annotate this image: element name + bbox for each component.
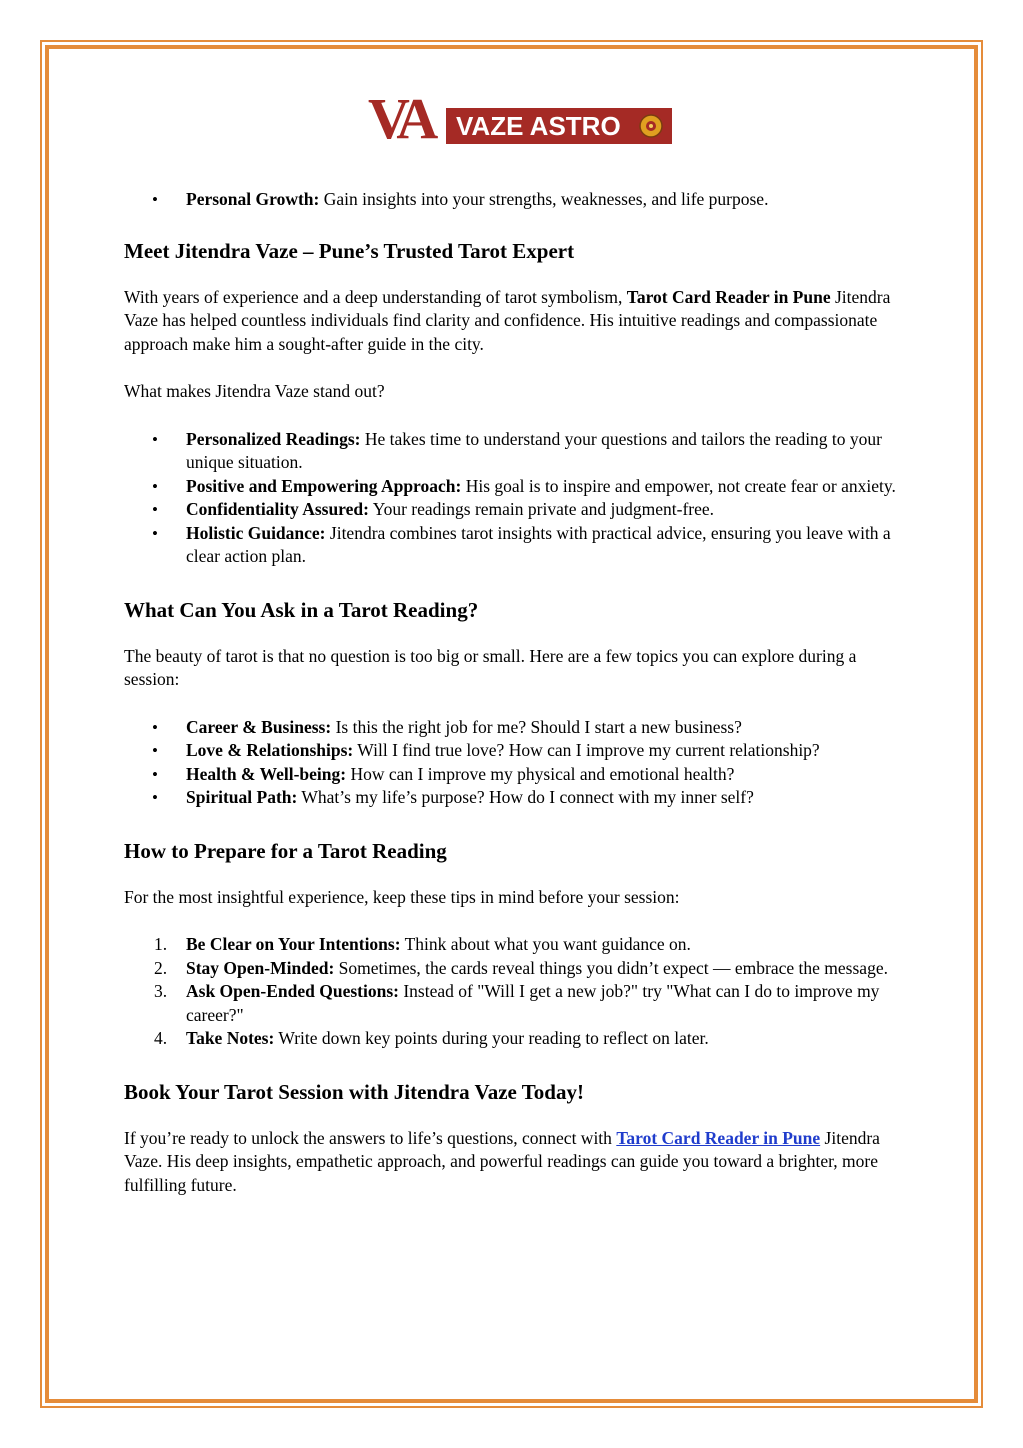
heading-ask: What Can You Ask in a Tarot Reading?: [124, 597, 479, 622]
item-bold: Confidentiality Assured:: [186, 499, 369, 519]
step-number: 2.: [154, 957, 168, 978]
item-bold: Personal Growth:: [186, 189, 320, 209]
meet-paragraph: [124, 286, 904, 357]
logo-name-text: VAZE ASTRO: [456, 111, 621, 141]
ask-paragraph: The beauty of tarot is that no question is too big or small. Here are a few topics you can explore during a session:: [124, 645, 857, 689]
item-text: Gain insights into your strengths, weaknesses, and life purpose.: [319, 189, 769, 209]
item-text: Instead of "Will I get a new job?" try "What can I do to improve my career?": [186, 981, 880, 1025]
list-item: [124, 188, 904, 212]
bullet-icon: •: [152, 741, 158, 760]
item-bold: Personalized Readings:: [186, 428, 361, 449]
step-number: 4.: [154, 1028, 168, 1048]
list-item: [124, 716, 904, 740]
list-item: [124, 1027, 904, 1051]
topics-list: [124, 716, 904, 810]
item-bold: Be Clear on Your Intentions:: [186, 934, 401, 954]
item-text: Think about what you want guidance on.: [400, 934, 691, 954]
item-text: Sometimes, the cards reveal things you didn’t expect — embrace the message.: [334, 957, 888, 978]
list-item: [124, 522, 904, 569]
item-text: Your readings remain private and judgment-free.: [368, 499, 715, 519]
meet-question: What makes Jitendra Vaze stand out?: [124, 381, 385, 401]
item-text: Is this the right job for me? Should I start a new business?: [331, 716, 742, 737]
bullet-icon: •: [152, 429, 158, 449]
bullet-icon: •: [152, 190, 158, 209]
item-text: His goal is to inspire and empower, not create fear or anxiety.: [461, 475, 896, 496]
text-span: Jitendra Vaze. His deep insights, empathetic approach, and powerful readings can guide you toward a brighter, more fulfilling future.: [124, 1127, 880, 1195]
document-body: [124, 188, 904, 1197]
bold-keyword: Tarot Card Reader in Pune: [626, 286, 831, 307]
item-text: Write down key points during your reading to reflect on later.: [274, 1028, 709, 1048]
bullet-icon: •: [152, 523, 158, 543]
list-item: [124, 475, 904, 499]
heading-prepare: How to Prepare for a Tarot Reading: [124, 838, 447, 863]
book-paragraph: [124, 1127, 904, 1198]
list-item: [124, 428, 904, 475]
gear-sun-icon: [640, 115, 662, 137]
item-bold: Positive and Empowering Approach:: [186, 475, 462, 496]
heading-meet: Meet Jitendra Vaze – Pune’s Trusted Tarot Expert: [124, 238, 575, 263]
tarot-reader-link[interactable]: Tarot Card Reader in Pune: [616, 1127, 821, 1148]
logo-va-text: VA: [368, 90, 433, 148]
item-bold: Health & Well-being:: [186, 763, 347, 784]
item-text: How can I improve my physical and emotional health?: [346, 763, 735, 784]
list-item: [124, 980, 904, 1027]
list-item: [124, 763, 904, 787]
bullet-icon: •: [152, 717, 158, 737]
bullet-icon: •: [152, 788, 158, 807]
text-span: With years of experience and a deep understanding of tarot symbolism,: [124, 286, 627, 307]
list-item: [124, 933, 904, 957]
bullet-icon: •: [152, 500, 158, 519]
step-number: 3.: [154, 981, 168, 1001]
item-bold: Love & Relationships:: [186, 740, 354, 760]
list-item: [124, 786, 904, 810]
intro-list: [124, 188, 904, 212]
item-text: He takes time to understand your questions and tailors the reading to your unique situation.: [186, 428, 882, 472]
step-number: 1.: [154, 934, 168, 954]
item-bold: Stay Open-Minded:: [186, 957, 335, 978]
bullet-icon: •: [152, 476, 158, 496]
item-text: Jitendra combines tarot insights with practical advice, ensuring you leave with a clear action plan.: [186, 522, 891, 566]
item-bold: Ask Open-Ended Questions:: [186, 981, 399, 1001]
heading-book: Book Your Tarot Session with Jitendra Vaze Today!: [124, 1079, 584, 1104]
item-text: What’s my life’s purpose? How do I connect with my inner self?: [297, 787, 754, 807]
bullet-icon: •: [152, 764, 158, 784]
list-item: [124, 957, 904, 981]
standout-list: [124, 428, 904, 569]
vaze-astro-logo: [368, 90, 672, 148]
prepare-paragraph: For the most insightful experience, keep these tips in mind before your session:: [124, 886, 680, 907]
item-bold: Spiritual Path:: [186, 787, 298, 807]
item-bold: Holistic Guidance:: [186, 522, 326, 543]
list-item: [124, 498, 904, 522]
item-bold: Career & Business:: [186, 716, 332, 737]
item-bold: Take Notes:: [186, 1028, 275, 1048]
text-span: Jitendra Vaze has helped countless individuals find clarity and confidence. His intuitive readings and compassionate approach make him a sought-after guide in the city.: [124, 286, 891, 354]
text-span: If you’re ready to unlock the answers to life’s questions, connect with: [124, 1127, 617, 1148]
list-item: [124, 739, 904, 763]
tips-list: [124, 933, 904, 1051]
item-text: Will I find true love? How can I improve my current relationship?: [353, 740, 820, 760]
